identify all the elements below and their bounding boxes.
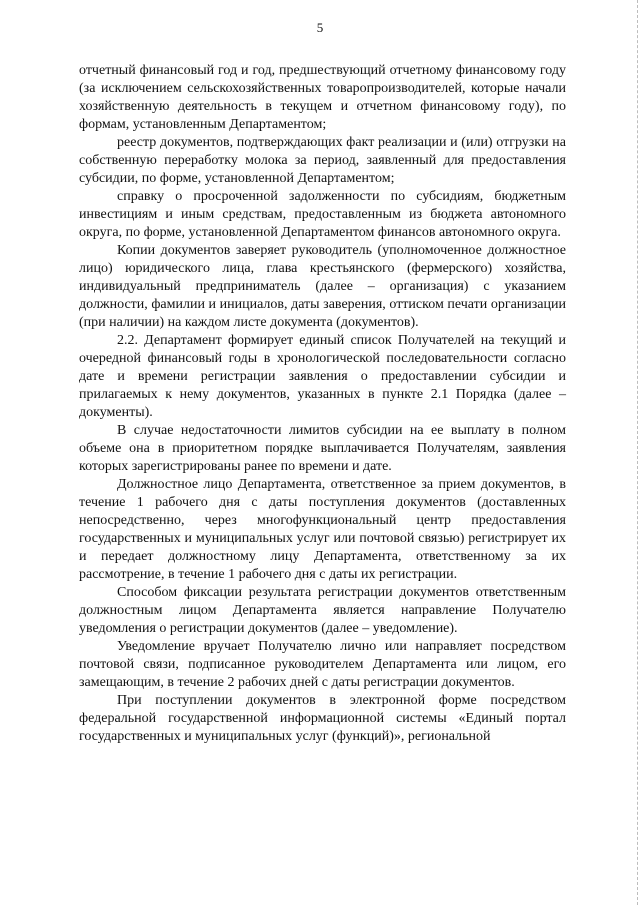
page-number: 5 — [316, 20, 324, 35]
paragraph-continuation: отчетный финансовый год и год, предшествующий отчетному финансовому году (за исключением сельскохозяйственных товаропроизводителей, которые начали хозяйственную деятельность в текущем и отчетном финансовому году), по формам, установленным Департаментом; — [79, 63, 566, 132]
paragraph-recipient-list: 2.2. Департамент формирует единый список Получателей на текущий и очередной финансовый годы в хронологической последовательности согласно дате и времени регистрации заявления о предоставлении субсидии и прилагаемых к нему документов, указанных в пункте 2.1 Порядка (далее – документы). — [79, 333, 566, 420]
document-body — [79, 62, 566, 746]
paragraph-electronic-submission: При поступлении документов в электронной форме посредством федеральной государственной информационной системы «Единый портал государственных и муниципальных услуг (функций)», региональной — [79, 693, 566, 744]
paragraph-milk-registry: реестр документов, подтверждающих факт реализации и (или) отгрузки на собственную переработку молока за период, заявленный для предоставления субсидии, по форме, установленной Департаментом; — [79, 135, 566, 186]
paragraph-registration-method: Способом фиксации результата регистрации документов ответственным должностным лицом Департамента является направление Получателю уведомления о регистрации документов (далее – уведомление). — [79, 585, 566, 636]
paragraph-notification-delivery: Уведомление вручает Получателю лично или направляет посредством почтовой связи, подписанное руководителем Департамента или лицом, его замещающим, в течение 2 рабочих дней с даты регистрации документов. — [79, 639, 566, 690]
paragraph-official-registration: Должностное лицо Департамента, ответственное за прием документов, в течение 1 рабочего дня с даты поступления документов (доставленных непосредственно, через многофункциональный центр предоставления государственных и муниципальных услуг или почтовой связью) регистрирует их и передает должностному лицу Департамента, ответственному за их рассмотрение, в течение 1 рабочего дня с даты их регистрации. — [79, 477, 566, 582]
paragraph-debt-certificate: справку о просроченной задолженности по субсидиям, бюджетным инвестициям и иным средствам, предоставленным из бюджета автономного округа, по форме, установленной Департаментом финансов автономного округа. — [79, 189, 566, 240]
page-edge-divider — [636, 0, 638, 905]
paragraph-insufficient-limits: В случае недостаточности лимитов субсидии на ее выплату в полном объеме она в приоритетном порядке выплачивается Получателям, заявления которых зарегистрированы ранее по времени и дате. — [79, 423, 566, 474]
paragraph-document-copies: Копии документов заверяет руководитель (уполномоченное должностное лицо) юридического лица, глава крестьянского (фермерского) хозяйства, индивидуальный предприниматель (далее – организация) с указанием должности, фамилии и инициалов, даты заверения, оттиском печати организации (при наличии) на каждом листе документа (документов). — [79, 243, 566, 330]
